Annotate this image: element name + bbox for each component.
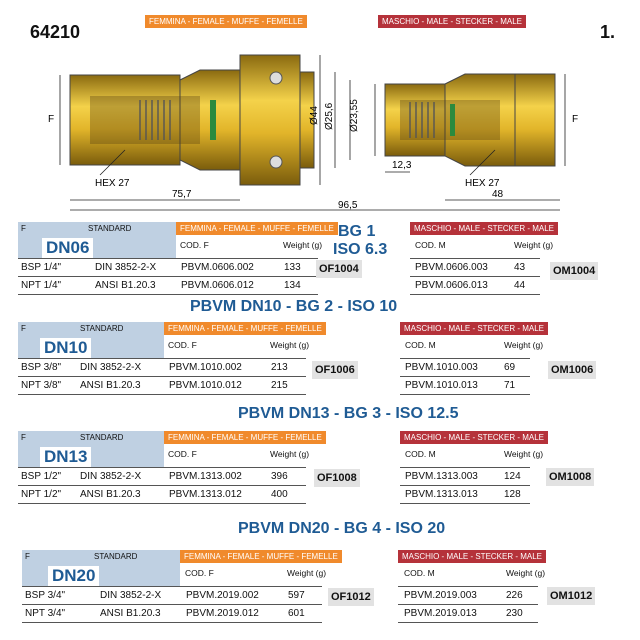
section-2-title: PBVM DN10 - BG 2 - ISO 10 [190, 298, 398, 315]
table-cell: 128 [504, 489, 521, 500]
section-1-om-code: OM1004 [550, 262, 598, 280]
section-2-dn: DN10 [40, 338, 91, 358]
table-cell: 400 [271, 489, 288, 500]
table-cell: 124 [504, 471, 521, 482]
section-4-of-code: OF1012 [328, 588, 374, 606]
table-cell: PBVM.2019.002 [186, 590, 259, 601]
dim-12-3: 12,3 [392, 160, 412, 171]
section-3-title: PBVM DN13 - BG 3 - ISO 12.5 [238, 405, 459, 422]
section-2-weight-f-header: Weight (g) [270, 340, 310, 350]
section-3-dn: DN13 [40, 447, 91, 467]
section-4-om-code: OM1012 [547, 587, 595, 605]
table-cell: PBVM.1010.002 [169, 362, 242, 373]
table-cell: PBVM.0606.012 [181, 280, 254, 291]
dim-f-right: F [572, 114, 579, 125]
dim-96-5: 96,5 [338, 200, 358, 211]
table-cell: 213 [271, 362, 288, 373]
dim-75-7: 75,7 [172, 189, 192, 200]
table-cell: 134 [284, 280, 301, 291]
table-cell: PBVM.1313.013 [405, 489, 478, 500]
dim-d44: Ø44 [309, 106, 320, 125]
table-cell: PBVM.2019.013 [404, 608, 477, 619]
table-cell: 396 [271, 471, 288, 482]
table-cell: DIN 3852-2-X [100, 590, 162, 601]
male-pill-top: MASCHIO - MALE - STECKER - MALE [378, 15, 526, 28]
table-cell: 601 [288, 608, 305, 619]
table-cell: 44 [514, 280, 526, 291]
section-3-header [18, 431, 164, 467]
table-cell: 597 [288, 590, 305, 601]
table-cell: BSP 3/4" [25, 590, 66, 601]
section-3-om-code: OM1008 [546, 468, 594, 486]
section-4-weight-m-header: Weight (g) [506, 568, 546, 578]
section-2-female-pill: FEMMINA - FEMALE - MUFFE - FEMELLE [164, 322, 326, 335]
section-4-male-pill: MASCHIO - MALE - STECKER - MALE [398, 550, 546, 563]
table-cell: PBVM.2019.003 [404, 590, 477, 601]
table-cell: BSP 3/8" [21, 362, 62, 373]
table-cell: 71 [504, 380, 516, 391]
table-cell: BSP 1/4" [21, 262, 62, 273]
female-coupling-body [70, 55, 314, 185]
table-cell: PBVM.1010.003 [405, 362, 478, 373]
table-cell: PBVM.0606.013 [415, 280, 488, 291]
dim-48: 48 [492, 189, 504, 200]
section-1-title2: ISO 6.3 [333, 241, 388, 258]
section-2-cod-m-header: COD. M [405, 340, 436, 350]
table-cell: NPT 1/2" [21, 489, 62, 500]
hex-label-right: HEX 27 [465, 178, 500, 189]
table-cell: PBVM.1313.012 [169, 489, 242, 500]
female-pill-top: FEMMINA - FEMALE - MUFFE - FEMELLE [145, 15, 307, 28]
section-4-header [22, 550, 180, 586]
section-1-header [18, 222, 176, 258]
table-cell: PBVM.1313.003 [405, 471, 478, 482]
col-f-label: F [21, 433, 26, 442]
section-4-title: PBVM DN20 - BG 4 - ISO 20 [238, 520, 446, 537]
table-cell: ANSI B1.20.3 [80, 489, 141, 500]
table-cell: PBVM.0606.003 [415, 262, 488, 273]
section-2-om-code: OM1006 [548, 361, 596, 379]
male-coupling-body [385, 74, 555, 166]
section-2-of-code: OF1006 [312, 361, 358, 379]
section-3-male-pill: MASCHIO - MALE - STECKER - MALE [400, 431, 548, 444]
section-2-weight-m-header: Weight (g) [504, 340, 544, 350]
table-cell: PBVM.1010.012 [169, 380, 242, 391]
table-cell: ANSI B1.20.3 [80, 380, 141, 391]
table-cell: 133 [284, 262, 301, 273]
table-cell: PBVM.1313.002 [169, 471, 242, 482]
section-4-cod-f-header: COD. F [185, 568, 214, 578]
col-standard-label: STANDARD [88, 224, 132, 233]
section-1-title: BG 1 [338, 223, 376, 240]
section-2-male-pill: MASCHIO - MALE - STECKER - MALE [400, 322, 548, 335]
table-cell: PBVM.1010.013 [405, 380, 478, 391]
table-cell: NPT 3/8" [21, 380, 62, 391]
section-1-dn: DN06 [42, 238, 93, 258]
dim-f-left: F [48, 114, 55, 125]
section-3-cod-m-header: COD. M [405, 449, 436, 459]
section-1-cod-m-header: COD. M [415, 240, 446, 250]
table-cell: 69 [504, 362, 516, 373]
section-3-weight-f-header: Weight (g) [270, 449, 310, 459]
col-f-label: F [21, 224, 26, 233]
col-standard-label: STANDARD [80, 324, 124, 333]
section-4-cod-m-header: COD. M [404, 568, 435, 578]
section-3-weight-m-header: Weight (g) [504, 449, 544, 459]
col-standard-label: STANDARD [94, 552, 138, 561]
table-cell: NPT 3/4" [25, 608, 66, 619]
section-3-cod-f-header: COD. F [168, 449, 197, 459]
section-4-weight-f-header: Weight (g) [287, 568, 327, 578]
col-f-label: F [21, 324, 26, 333]
section-1-male-pill: MASCHIO - MALE - STECKER - MALE [410, 222, 558, 235]
table-cell: PBVM.0606.002 [181, 262, 254, 273]
section-3-of-code: OF1008 [314, 469, 360, 487]
section-1-cod-f-header: COD. F [180, 240, 209, 250]
table-cell: DIN 3852-2-X [95, 262, 157, 273]
section-3-female-pill: FEMMINA - FEMALE - MUFFE - FEMELLE [164, 431, 326, 444]
table-cell: DIN 3852-2-X [80, 362, 142, 373]
section-2-header [18, 322, 164, 358]
coupling-drawing [0, 38, 640, 218]
table-cell: ANSI B1.20.3 [100, 608, 161, 619]
table-cell: 215 [271, 380, 288, 391]
section-1-weight-m-header: Weight (g) [514, 240, 554, 250]
document-code: 64210 [30, 22, 81, 42]
section-1-weight-f-header: Weight (g) [283, 240, 323, 250]
table-cell: 226 [506, 590, 523, 601]
section-2-cod-f-header: COD. F [168, 340, 197, 350]
hex-label-left: HEX 27 [95, 178, 130, 189]
dim-d25-6: Ø25,6 [324, 102, 335, 130]
table-cell: 43 [514, 262, 526, 273]
section-4-female-pill: FEMMINA - FEMALE - MUFFE - FEMELLE [180, 550, 342, 563]
table-cell: PBVM.2019.012 [186, 608, 259, 619]
col-f-label: F [25, 552, 30, 561]
table-cell: BSP 1/2" [21, 471, 62, 482]
dim-d23-55: Ø23,55 [349, 99, 360, 132]
col-standard-label: STANDARD [80, 433, 124, 442]
table-cell: NPT 1/4" [21, 280, 62, 291]
table-cell: ANSI B1.20.3 [95, 280, 156, 291]
table-cell: DIN 3852-2-X [80, 471, 142, 482]
page-number: 1. [600, 22, 616, 42]
section-1-female-pill: FEMMINA - FEMALE - MUFFE - FEMELLE [176, 222, 338, 235]
table-cell: 230 [506, 608, 523, 619]
section-4-dn: DN20 [48, 566, 99, 586]
section-1-of-code: OF1004 [316, 260, 362, 278]
